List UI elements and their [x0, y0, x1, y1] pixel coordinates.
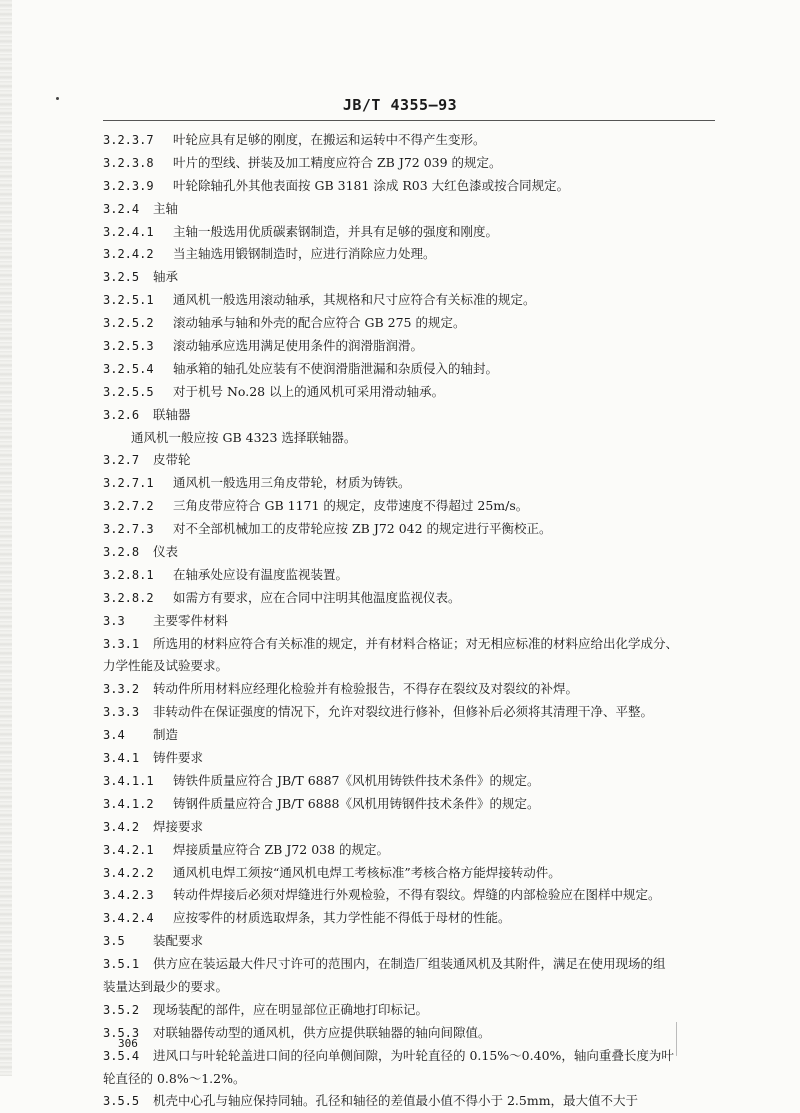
clause-number: 3.2.3.8 [103, 155, 154, 170]
clause-text: 进风口与叶轮轮盖进口间的径向单侧间隙，为叶轮直径的 0.15%～0.40%，轴向重叠长度为叶 [153, 1047, 674, 1063]
clause-text: 滚动轴承应选用满足使用条件的润滑脂润滑。 [173, 338, 424, 354]
clause-text: 皮带轮 [153, 452, 191, 468]
clause-number: 3.2.7.3 [103, 522, 154, 537]
clause-number: 3.2.7.1 [103, 476, 154, 491]
clause-line [103, 243, 715, 266]
clause-text: 在轴承处应设有温度监视装置。 [173, 566, 349, 582]
clause-number: 3.2.6 [103, 407, 140, 422]
scan-binding-edge [0, 0, 12, 1076]
clause-number: 3.4.1.2 [103, 796, 154, 811]
clause-line [103, 335, 715, 358]
clause-text: 焊接要求 [153, 818, 204, 834]
clause-number: 3.2.3.7 [103, 133, 154, 147]
clause-line [103, 930, 715, 953]
clause-line [103, 449, 715, 472]
clause-line [103, 793, 715, 816]
clause-line [103, 152, 715, 175]
clause-line [103, 907, 715, 930]
clause-text: 所选用的材料应符合有关标准的规定，并有材料合格证；对无相应标准的材料应给出化学成分、 [153, 635, 679, 651]
clause-number: 3.3.2 [103, 682, 140, 697]
clause-line [103, 564, 715, 587]
clause-number: 3.2.8 [103, 545, 140, 560]
continuation-line [103, 976, 715, 999]
clause-number: 3.2.5.3 [103, 339, 154, 354]
continuation-line [103, 427, 715, 450]
clause-number: 3.5.5 [103, 1094, 140, 1109]
clause-text: 机壳中心孔与轴应保持同轴。孔径和轴径的差值最小值不得小于 2.5mm，最大值不大于 [153, 1093, 639, 1109]
clause-line [103, 266, 715, 289]
clause-line [103, 610, 715, 633]
clause-text: 轮直径的 0.8%～1.2%。 [103, 1070, 246, 1086]
clause-line [103, 770, 715, 793]
clause-text: 对不全部机械加工的皮带轮应按 ZB J72 042 的规定进行平衡校正。 [173, 521, 552, 537]
clause-line [103, 541, 715, 564]
clause-number: 3.3.1 [103, 636, 140, 651]
clause-text: 如需方有要求，应在合同中注明其他温度监视仪表。 [173, 589, 461, 605]
clause-number: 3.4.2.3 [103, 888, 154, 903]
continuation-line [103, 655, 715, 678]
page-header: JB/T 4355—93 [342, 96, 458, 114]
clause-line [103, 472, 715, 495]
clause-text: 制造 [153, 727, 179, 743]
clause-text: 通风机电焊工须按“通风机电焊工考核标准”考核合格方能焊接转动件。 [173, 864, 561, 880]
clause-line [103, 381, 715, 404]
clause-number: 3.5.4 [103, 1048, 140, 1063]
clause-number: 3.2.7.2 [103, 499, 154, 514]
clause-line [103, 953, 715, 976]
clause-line [103, 724, 715, 747]
clause-number: 3.4.2.2 [103, 865, 154, 880]
clause-line [103, 221, 715, 244]
clause-text: 对于机号 No.28 以上的通风机可采用滑动轴承。 [173, 383, 445, 399]
header-rule [103, 120, 715, 121]
clause-text: 供方应在装运最大件尺寸许可的范围内，在制造厂组装通风机及其附件，满足在使用现场的组 [153, 956, 666, 972]
clause-number: 3.5.1 [103, 957, 140, 972]
clause-text: 仪表 [153, 544, 179, 560]
clause-text: 焊接质量应符合 ZB J72 038 的规定。 [173, 841, 390, 857]
clause-line [103, 358, 715, 381]
clause-text: 滚动轴承与轴和外壳的配合应符合 GB 275 的规定。 [173, 315, 466, 331]
clause-line [103, 312, 715, 335]
clause-text: 当主轴选用锻钢制造时，应进行消除应力处理。 [173, 246, 436, 262]
clause-text: 铸钢件质量应符合 JB/T 6888《风机用铸钢件技术条件》的规定。 [173, 795, 540, 811]
clause-line [103, 633, 715, 656]
clause-line [103, 175, 715, 198]
clause-line [103, 198, 715, 221]
clause-text: 联轴器 [153, 406, 191, 422]
clause-text: 铸件要求 [153, 750, 204, 766]
clause-line [103, 1090, 715, 1113]
clause-number: 3.4 [103, 728, 125, 743]
clause-line [103, 999, 715, 1022]
clause-text: 三角皮带应符合 GB 1171 的规定，皮带速度不得超过 25m/s。 [173, 498, 529, 514]
clause-text: 轴承 [153, 269, 179, 285]
clause-number: 3.2.8.2 [103, 590, 154, 605]
clause-line [103, 839, 715, 862]
continuation-line [103, 1068, 715, 1091]
clause-line [103, 678, 715, 701]
clause-text: 通风机一般选用三角皮带轮，材质为铸铁。 [173, 475, 411, 491]
clause-text: 通风机一般选用滚动轴承，其规格和尺寸应符合有关标准的规定。 [173, 292, 536, 308]
clause-number: 3.4.2.4 [103, 911, 154, 926]
clause-line [103, 518, 715, 541]
clause-line [103, 495, 715, 518]
clause-text: 通风机一般应按 GB 4323 选择联轴器。 [131, 429, 357, 445]
clause-text: 装配要求 [153, 933, 204, 949]
clause-number: 3.5.3 [103, 1025, 140, 1040]
clause-text: 转动件所用材料应经理化检验并有检验报告，不得存在裂纹及对裂纹的补焊。 [153, 681, 579, 697]
clause-number: 3.3.3 [103, 705, 140, 720]
clause-number: 3.2.5.5 [103, 384, 154, 399]
margin-mark [676, 1022, 677, 1056]
clause-text: 装量达到最少的要求。 [103, 978, 229, 994]
clause-number: 3.5 [103, 934, 125, 949]
clause-text: 主要零件材料 [153, 612, 229, 628]
clause-text: 对联轴器传动型的通风机，供方应提供联轴器的轴向间隙值。 [153, 1024, 491, 1040]
clause-text: 叶轮应具有足够的刚度，在搬运和运转中不得产生变形。 [173, 132, 486, 147]
clause-number: 3.5.2 [103, 1002, 140, 1017]
clause-number: 3.4.2 [103, 819, 140, 834]
document-body [103, 129, 715, 1113]
clause-number: 3.4.2.1 [103, 842, 154, 857]
clause-text: 叶片的型线、拼装及加工精度应符合 ZB J72 039 的规定。 [173, 154, 502, 170]
clause-line [103, 1045, 715, 1068]
clause-number: 3.2.4 [103, 201, 140, 216]
clause-line [103, 747, 715, 770]
clause-text: 非转动件在保证强度的情况下，允许对裂纹进行修补，但修补后必须将其清理干净、平整。 [153, 704, 654, 720]
clause-line [103, 862, 715, 885]
clause-text: 叶轮除轴孔外其他表面按 GB 3181 涂成 R03 大红色漆或按合同规定。 [173, 177, 570, 193]
clause-text: 主轴 [153, 200, 179, 216]
clause-number: 3.2.4.2 [103, 247, 154, 262]
clause-line [103, 816, 715, 839]
page-number: 306 [118, 1037, 138, 1050]
clause-number: 3.4.1.1 [103, 773, 154, 788]
clause-number: 3.2.5.1 [103, 293, 154, 308]
clause-text: 现场装配的部件，应在明显部位正确地打印标记。 [153, 1001, 429, 1017]
clause-number: 3.2.7 [103, 453, 140, 468]
clause-number: 3.2.5.4 [103, 361, 154, 376]
clause-text: 铸铁件质量应符合 JB/T 6887《风机用铸铁件技术条件》的规定。 [173, 772, 540, 788]
clause-line [103, 701, 715, 724]
clause-number: 3.2.4.1 [103, 224, 154, 239]
clause-line [103, 404, 715, 427]
clause-text: 力学性能及试验要求。 [103, 658, 229, 674]
clause-text: 轴承箱的轴孔处应装有不使润滑脂泄漏和杂质侵入的轴封。 [173, 360, 499, 376]
clause-line [103, 1022, 715, 1045]
clause-number: 3.3 [103, 613, 125, 628]
clause-number: 3.2.8.1 [103, 567, 154, 582]
clause-line [103, 129, 715, 152]
clause-text: 转动件焊接后必须对焊缝进行外观检验，不得有裂纹。焊缝的内部检验应在图样中规定。 [173, 887, 661, 903]
clause-line [103, 884, 715, 907]
clause-text: 主轴一般选用优质碳素钢制造，并具有足够的强度和刚度。 [173, 223, 499, 239]
clause-line [103, 587, 715, 610]
clause-number: 3.2.5 [103, 270, 140, 285]
clause-number: 3.2.3.9 [103, 178, 154, 193]
clause-line [103, 289, 715, 312]
clause-number: 3.2.5.2 [103, 316, 154, 331]
clause-text: 应按零件的材质选取焊条，其力学性能不得低于母材的性能。 [173, 910, 511, 926]
clause-number: 3.4.1 [103, 751, 140, 766]
